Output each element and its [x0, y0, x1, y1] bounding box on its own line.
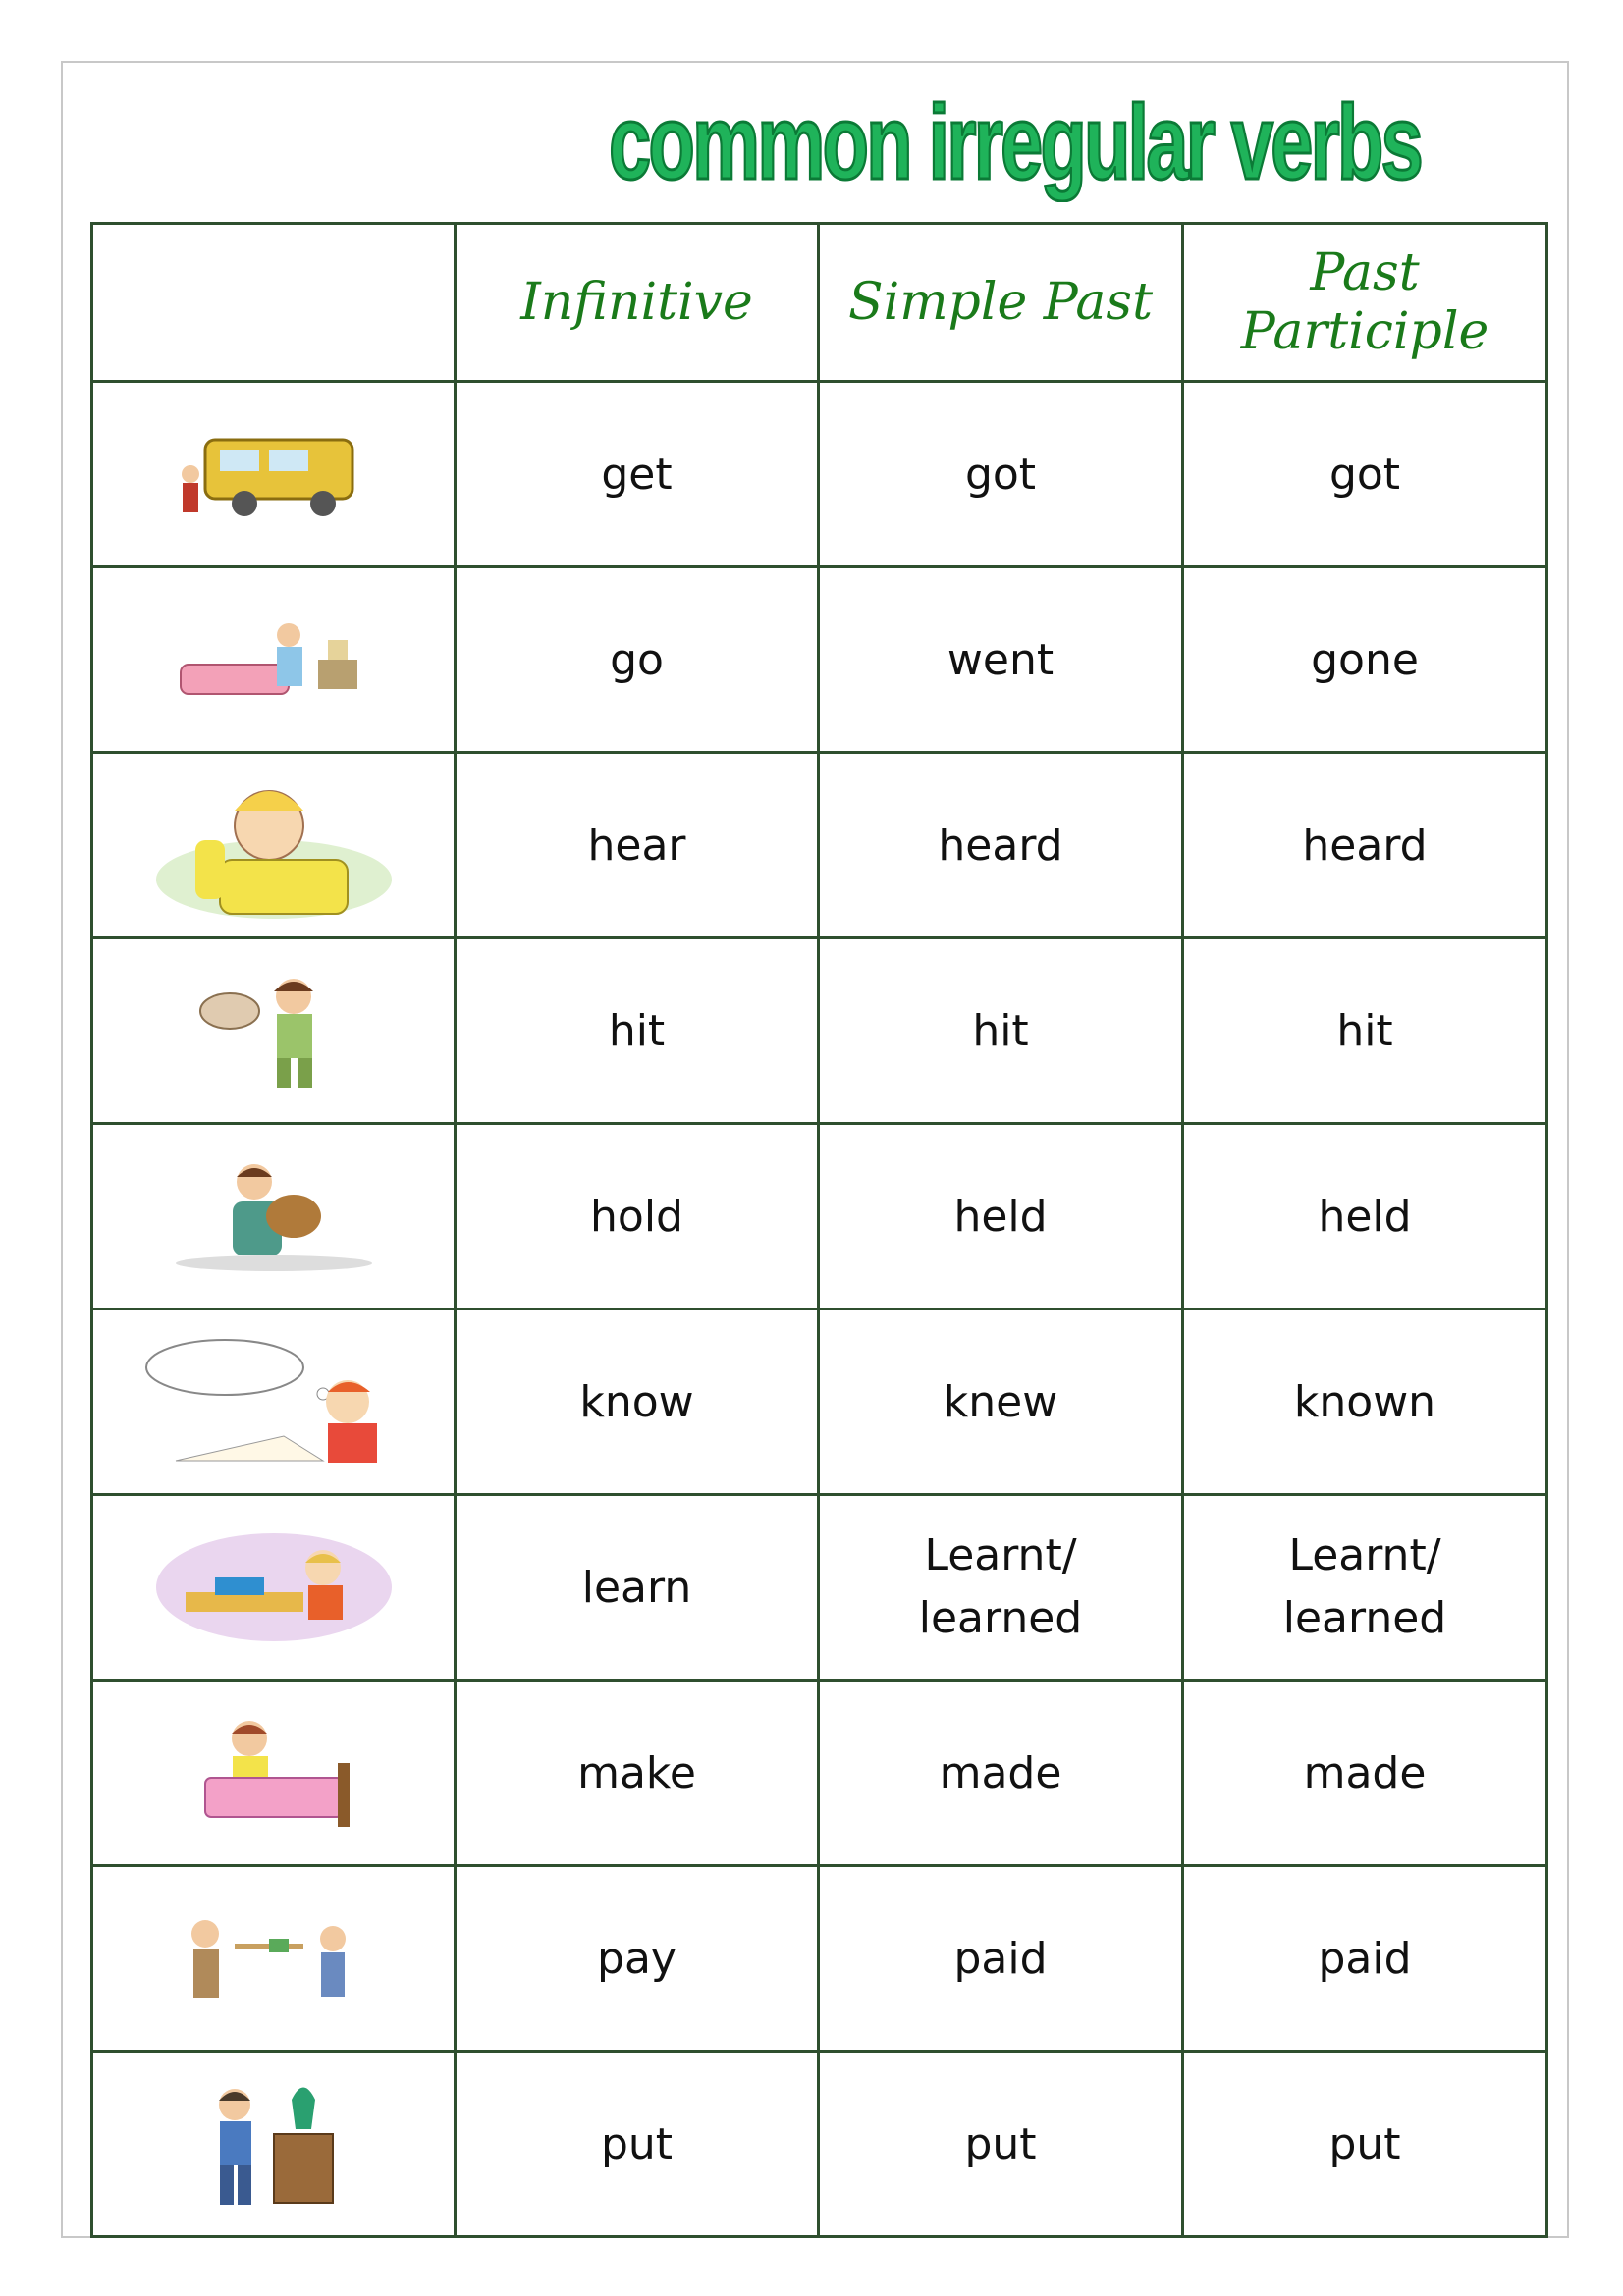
simple-past-cell: got: [819, 382, 1183, 567]
past-participle-cell: put: [1183, 2052, 1547, 2237]
boy-desk-icon: [146, 1523, 402, 1651]
row-picture: [92, 1866, 456, 2052]
simple-past-cell: [819, 1495, 1183, 1681]
simple-past-line: Learnt/: [924, 1530, 1077, 1580]
past-participle-cell: [1183, 1495, 1547, 1681]
simple-past-cell: held: [819, 1124, 1183, 1309]
infinitive-cell: hear: [456, 753, 819, 938]
simple-past-cell: made: [819, 1681, 1183, 1866]
simple-past-cell: knew: [819, 1309, 1183, 1495]
boy-putting-vase-icon: [166, 2075, 382, 2213]
table-row: [92, 567, 1547, 753]
header-blank: [92, 224, 456, 382]
infinitive-cell: hit: [456, 938, 819, 1124]
table-row: [92, 1866, 1547, 2052]
infinitive-cell: hold: [456, 1124, 819, 1309]
header-past-participle: Past Participle: [1183, 224, 1547, 382]
table-row: [92, 753, 1547, 938]
row-picture: [92, 2052, 456, 2237]
men-paying-icon: [156, 1904, 392, 2012]
woman-hitting-icon: [171, 967, 377, 1095]
table-row: [92, 1681, 1547, 1866]
row-picture: [92, 382, 456, 567]
simple-past-cell: paid: [819, 1866, 1183, 2052]
infinitive-cell: put: [456, 2052, 819, 2237]
man-holding-dog-icon: [156, 1157, 392, 1275]
past-participle-line: learned: [1282, 1593, 1447, 1643]
simple-past-cell: went: [819, 567, 1183, 753]
past-participle-line: Learnt/: [1288, 1530, 1441, 1580]
row-picture: [92, 1681, 456, 1866]
past-participle-cell: got: [1183, 382, 1547, 567]
simple-past-line: learned: [918, 1593, 1083, 1643]
row-picture: [92, 1309, 456, 1495]
infinitive-cell: pay: [456, 1866, 819, 2052]
table-row: [92, 382, 1547, 567]
past-participle-cell: known: [1183, 1309, 1547, 1495]
header-simple-past: Simple Past: [819, 224, 1183, 382]
boy-thinking-icon: [136, 1333, 411, 1470]
header-infinitive: Infinitive: [456, 224, 819, 382]
infinitive-cell: get: [456, 382, 819, 567]
table-row: [92, 2052, 1547, 2237]
past-participle-cell: heard: [1183, 753, 1547, 938]
past-participle-cell: made: [1183, 1681, 1547, 1866]
simple-past-cell: heard: [819, 753, 1183, 938]
row-picture: [92, 567, 456, 753]
infinitive-cell: know: [456, 1309, 819, 1495]
boy-hearing-icon: [141, 772, 406, 919]
past-participle-cell: hit: [1183, 938, 1547, 1124]
table-row: [92, 1309, 1547, 1495]
row-picture: [92, 1495, 456, 1681]
row-picture: [92, 938, 456, 1124]
infinitive-cell: make: [456, 1681, 819, 1866]
table-row: [92, 938, 1547, 1124]
past-participle-cell: held: [1183, 1124, 1547, 1309]
infinitive-cell: go: [456, 567, 819, 753]
past-participle-cell: gone: [1183, 567, 1547, 753]
header-row: [92, 224, 1547, 382]
car-family-icon: [166, 420, 382, 528]
past-participle-cell: paid: [1183, 1866, 1547, 2052]
table-row: [92, 1124, 1547, 1309]
man-bed-icon: [161, 611, 387, 709]
table-row: [92, 1495, 1547, 1681]
simple-past-cell: hit: [819, 938, 1183, 1124]
simple-past-cell: put: [819, 2052, 1183, 2237]
verbs-table: [90, 222, 1548, 2238]
row-picture: [92, 1124, 456, 1309]
infinitive-cell: learn: [456, 1495, 819, 1681]
boy-making-bed-icon: [166, 1709, 382, 1837]
page-title: common irregular verbs: [609, 82, 1421, 201]
row-picture: [92, 753, 456, 938]
